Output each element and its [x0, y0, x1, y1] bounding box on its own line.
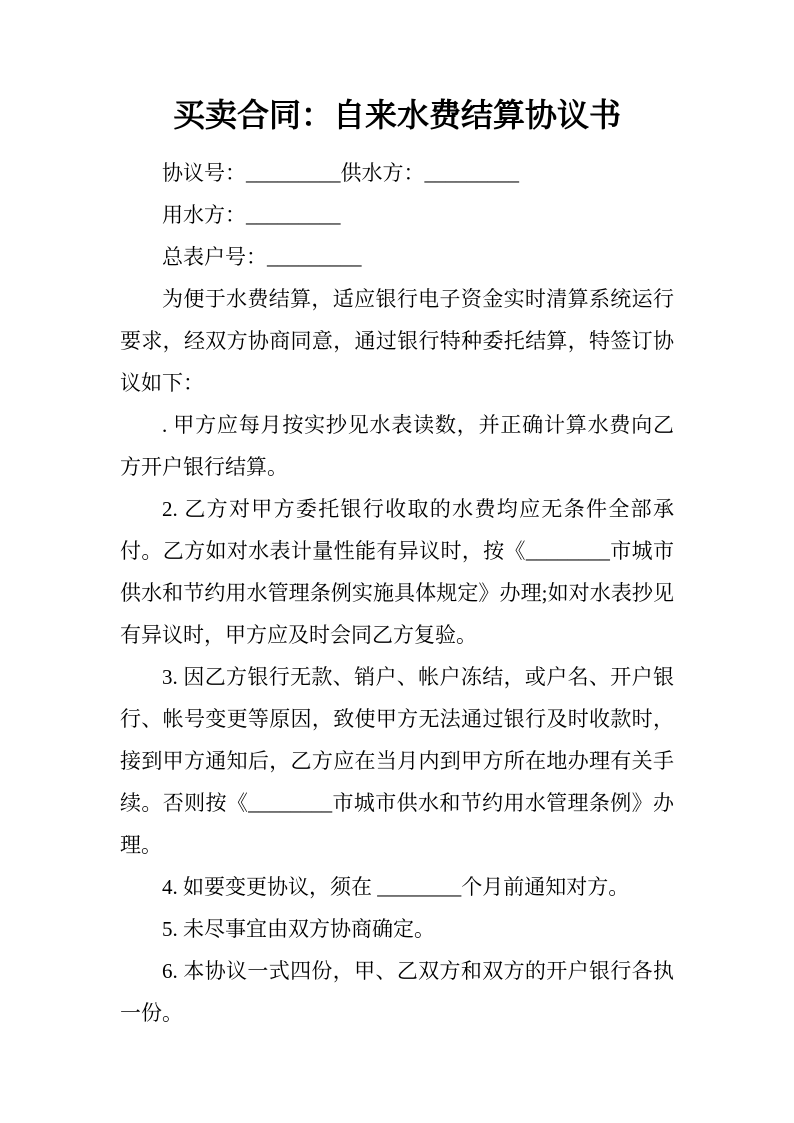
header-line-water-user: 用水方：_________	[162, 203, 341, 227]
paragraph-clause-4: 4. 如要变更协议，须在 ________个月前通知对方。	[162, 875, 630, 899]
paragraph-clause-6: 6. 本协议一式四份，甲、乙双方和双方的开户银行各执一份。	[120, 959, 674, 1025]
paragraph-preamble: 为便于水费结算，适应银行电子资金实时清算系统运行要求，经双方协商同意，通过银行特种委托结算，特签订协议如下：	[120, 287, 674, 395]
paragraph-clause-5: 5. 未尽事宜由双方协商确定。	[162, 917, 435, 941]
header-line-master-meter-account: 总表户号：_________	[162, 245, 362, 269]
paragraph-clause-2: 2. 乙方对甲方委托银行收取的水费均应无条件全部承付。乙方如对水表计量性能有异议时，按《________市城市供水和节约用水管理条例实施具体规定》办理;如对水表抄见有异议时，甲方应及时会同乙方复验。	[120, 497, 674, 647]
header-line-agreement-number-and-supplier: 协议号：_________供水方：_________	[162, 161, 519, 185]
paragraph-clause-3: 3. 因乙方银行无款、销户、帐户冻结，或户名、开户银行、帐号变更等原因，致使甲方无法通过银行及时收款时，接到甲方通知后，乙方应在当月内到甲方所在地办理有关手续。否则按《________市城市供水和节约用水管理条例》办理。	[120, 665, 674, 857]
paragraph-clause-1: . 甲方应每月按实抄见水表读数，并正确计算水费向乙方开户银行结算。	[120, 413, 674, 479]
document-title: 买卖合同：自来水费结算协议书	[172, 97, 621, 133]
